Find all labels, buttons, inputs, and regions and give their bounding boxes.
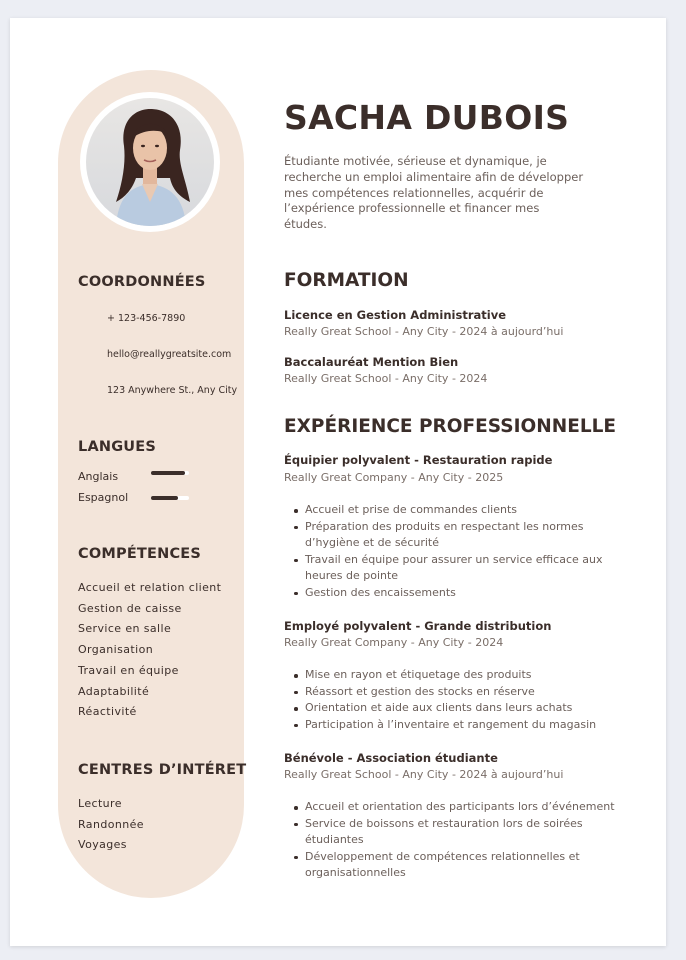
experience-bullet: Réassort et gestion des stocks en réserve [305, 684, 635, 701]
experience-bullet: Accueil et prise de commandes clients [305, 502, 635, 519]
language-level-fill [151, 471, 185, 475]
skill-item: Service en salle [78, 622, 172, 636]
skill-item: Adaptabilité [78, 684, 150, 698]
experience-bullet: Travail en équipe pour assurer un service efficace aux heures de pointe [305, 552, 635, 585]
candidate-name: SACHA DUBOIS [284, 98, 570, 137]
profile-photo [80, 92, 220, 232]
skill-item: Gestion de caisse [78, 601, 182, 615]
experience-bullets [305, 502, 635, 601]
experience-bullet: Service de boissons et restauration lors de soirées étudiantes [305, 816, 635, 849]
experience-title: Bénévole - Association étudiante [284, 751, 498, 765]
skill-item: Accueil et relation client [78, 581, 222, 594]
skill-item: Travail en équipe [78, 663, 179, 677]
skill-item: Organisation [78, 643, 154, 657]
experience-bullet: Préparation des produits en respectant les normes d’hygiène et de sécurité [305, 519, 635, 552]
phone-text: + 123-456-7890 [107, 313, 186, 324]
experience-bullets [305, 799, 635, 882]
address-text: 123 Anywhere St., Any City [107, 385, 238, 396]
skills-list [78, 578, 221, 723]
experience-subtitle: Really Great School - Any City - 2024 à aujourd’hui [284, 768, 564, 781]
language-level-fill [151, 496, 178, 500]
education-subtitle: Really Great School - Any City - 2024 à aujourd’hui [284, 325, 564, 338]
skill-item: Réactivité [78, 705, 137, 719]
experience-subtitle: Really Great Company - Any City - 2025 [284, 471, 504, 484]
experience-bullet: Accueil et orientation des participants lors d’événement [305, 799, 635, 816]
skills-heading: COMPÉTENCES [78, 546, 202, 562]
experience-title: Employé polyvalent - Grande distribution [284, 619, 552, 633]
interests-list [78, 794, 144, 856]
experience-bullet: Développement de compétences relationnelles et organisationnelles [305, 849, 635, 882]
portrait-image [86, 98, 214, 226]
contact-heading: COORDONNÉES [78, 274, 206, 290]
experience-subtitle: Really Great Company - Any City - 2024 [284, 636, 504, 649]
interest-item: Voyages [78, 838, 127, 852]
interest-item: Lecture [78, 797, 122, 810]
language-level-bar [151, 496, 189, 500]
email-text: hello@reallygreatsite.com [107, 349, 232, 360]
language-label: Espagnol [78, 491, 129, 504]
education-subtitle: Really Great School - Any City - 2024 [284, 372, 488, 385]
interests-heading: CENTRES D’INTÉRET [78, 762, 247, 778]
education-heading: FORMATION [284, 270, 409, 291]
experience-heading: EXPÉRIENCE PROFESSIONNELLE [284, 416, 617, 437]
experience-bullets [305, 667, 635, 733]
experience-bullet: Orientation et aide aux clients dans leurs achats [305, 700, 635, 717]
interest-item: Randonnée [78, 817, 144, 831]
experience-bullet: Mise en rayon et étiquetage des produits [305, 667, 635, 684]
language-label: Anglais [78, 470, 119, 483]
experience-title: Équipier polyvalent - Restauration rapide [284, 453, 553, 467]
language-level-bar [151, 471, 189, 475]
profile-summary: Étudiante motivée, sérieuse et dynamique, je recherche un emploi alimentaire afin de développer mes compétences relationnelles, acquérir de l’expérience professionnelle et financer mes études. [284, 154, 584, 232]
education-title: Licence en Gestion Administrative [284, 308, 506, 322]
experience-bullet: Participation à l’inventaire et rangement du magasin [305, 717, 635, 734]
languages-heading: LANGUES [78, 439, 157, 455]
education-title: Baccalauréat Mention Bien [284, 355, 459, 369]
experience-bullet: Gestion des encaissements [305, 585, 635, 602]
